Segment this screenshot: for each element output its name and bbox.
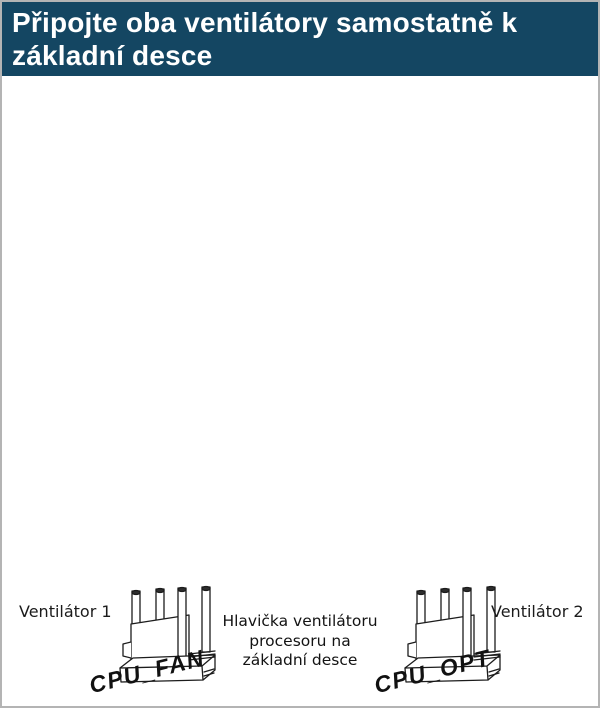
- caption-line-2: procesoru na: [249, 631, 351, 650]
- motherboard-header-caption: [202, 612, 398, 671]
- cpu-opt-connector-label: CPU_OPT: [372, 644, 494, 699]
- caption-line-1: Hlavička ventilátoru: [222, 612, 378, 630]
- cpu-opt-header-illustration: [372, 584, 507, 699]
- step-title: Připojte oba ventilátory samostatně k základní desce: [2, 2, 598, 76]
- figure-area: [2, 76, 598, 706]
- cpu-fan-connector-label: CPU_FAN: [87, 644, 208, 699]
- fan2-label: Ventilátor 2: [491, 602, 584, 621]
- fan1-label: Ventilátor 1: [19, 602, 112, 621]
- caption-line-3: základní desce: [242, 651, 358, 669]
